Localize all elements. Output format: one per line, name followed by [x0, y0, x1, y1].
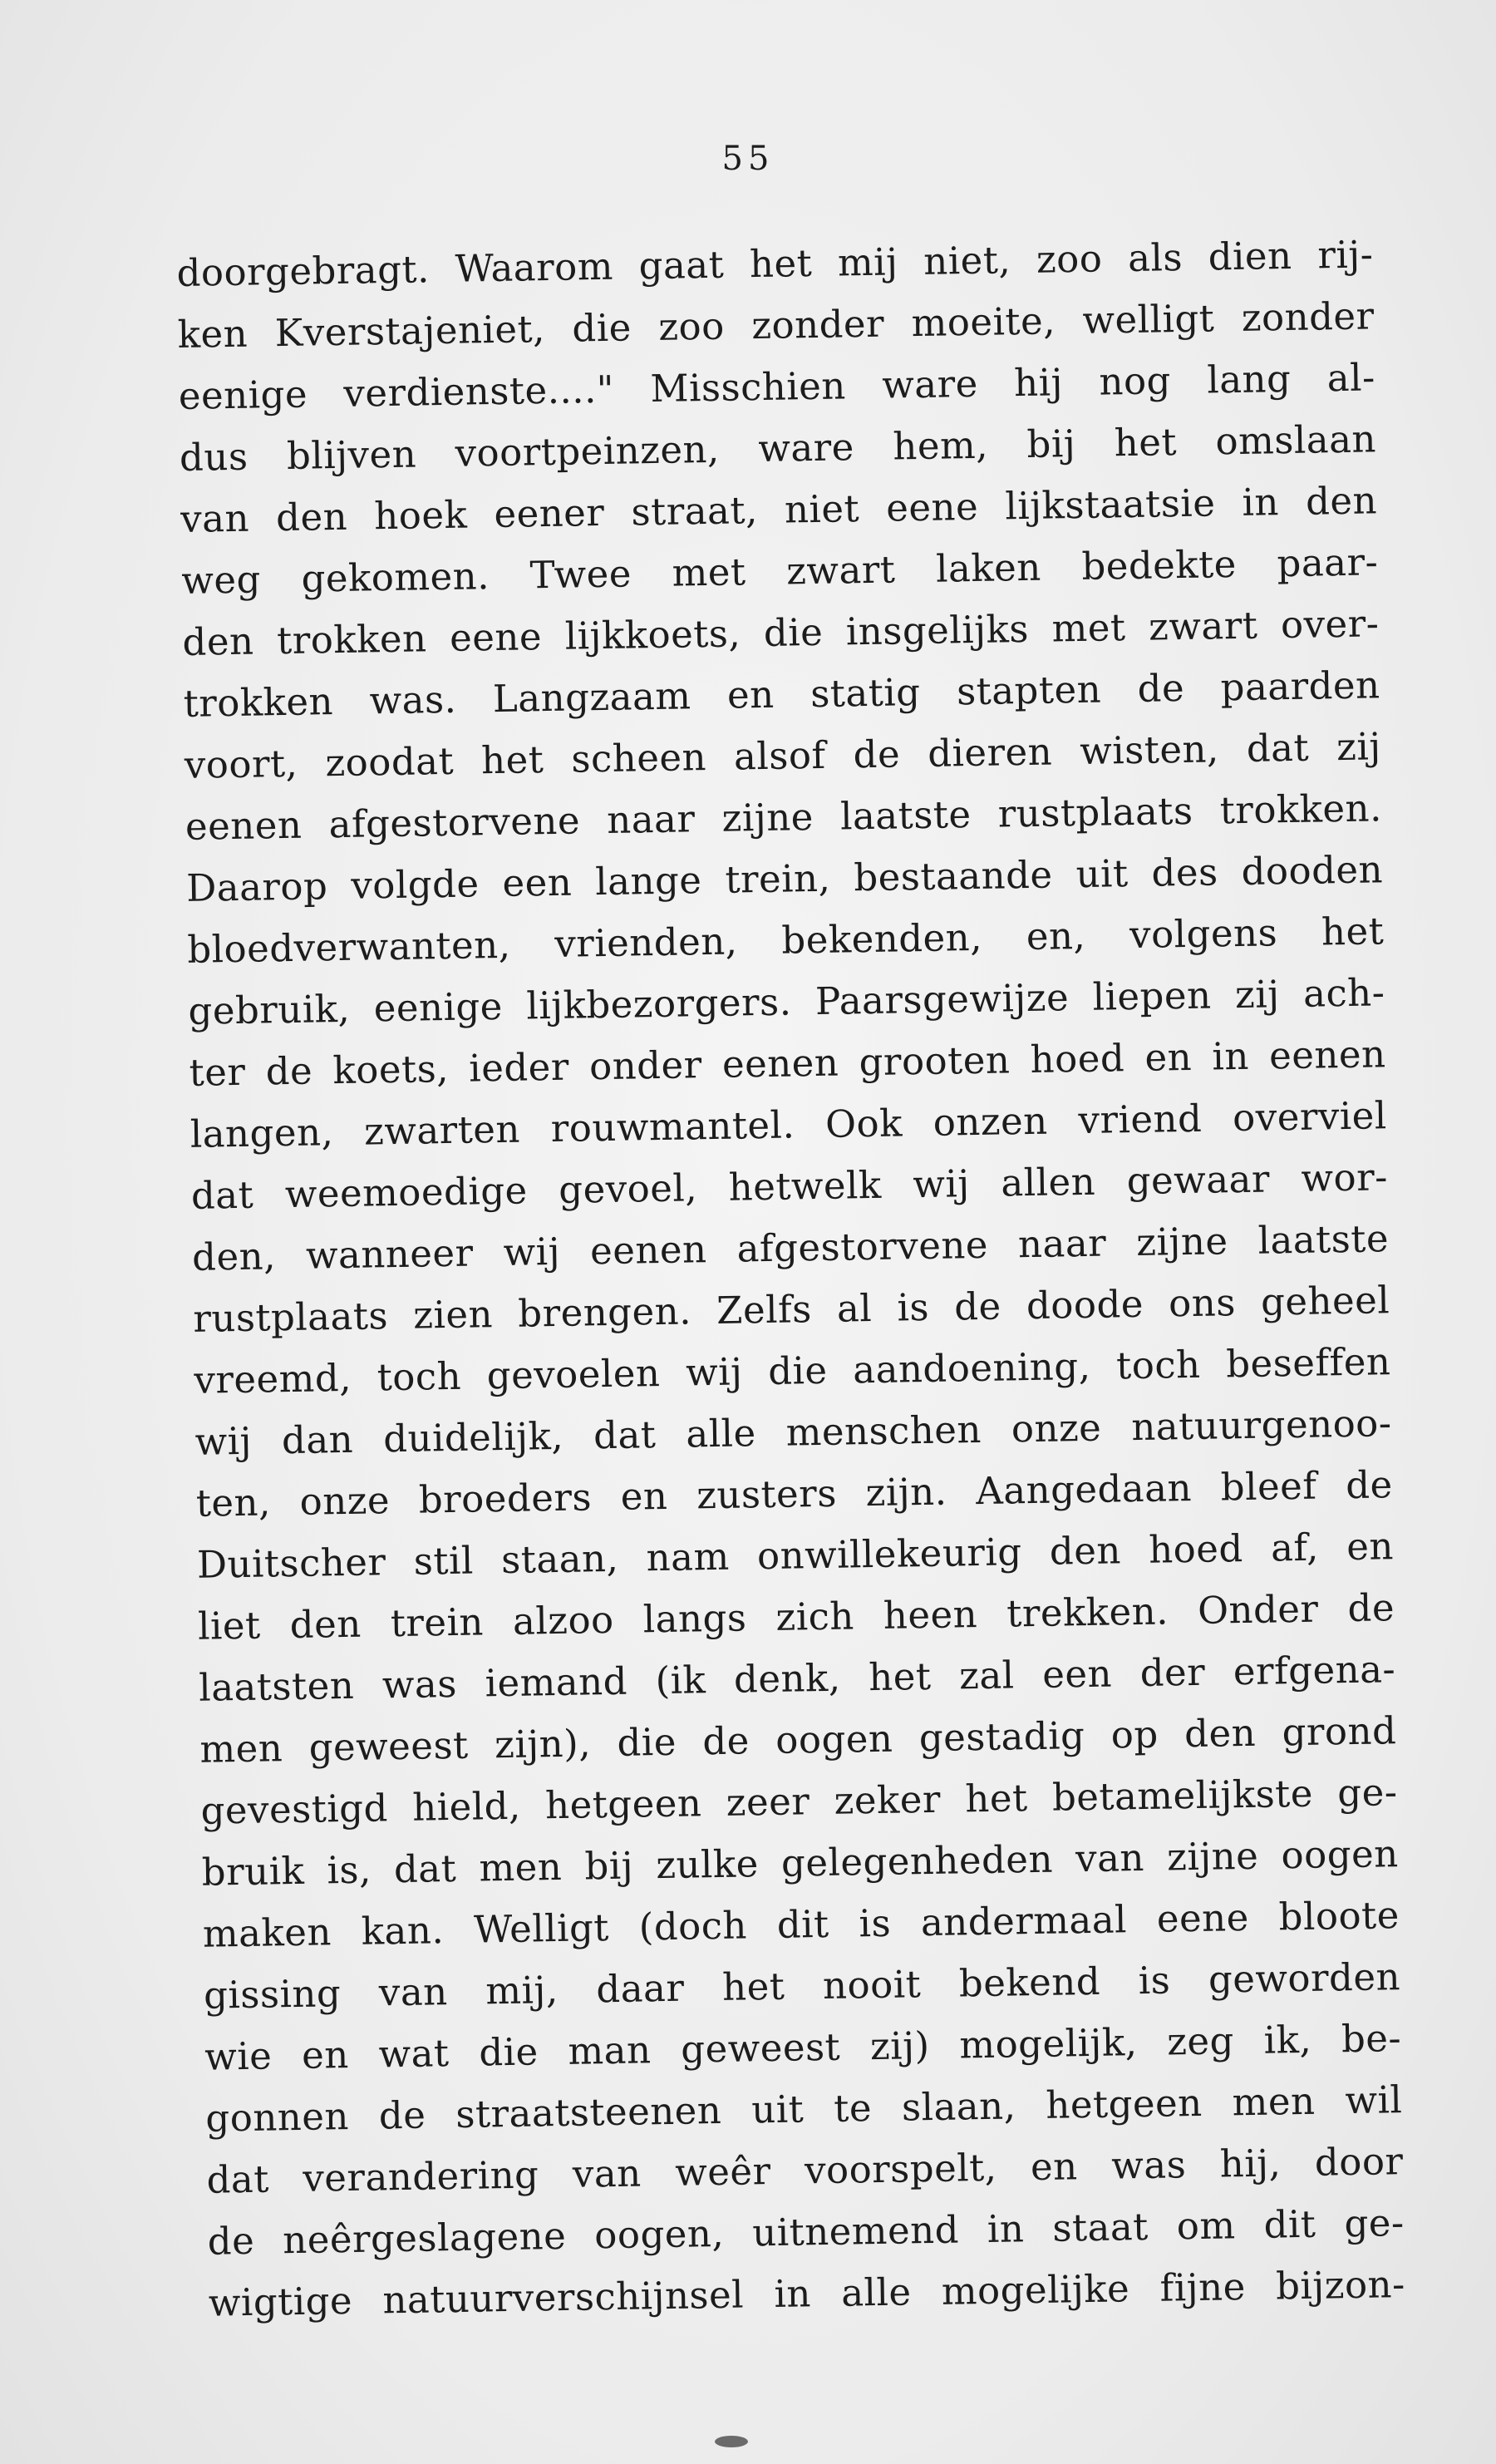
text-line: wie en wat die man geweest zij) mogelijk, zeg ik, be-: [204, 2016, 1402, 2079]
text-line: dat verandering van weêr voorspelt, en was hij, door: [206, 2139, 1404, 2202]
text-line: men geweest zijn), die de oogen gestadig op den grond: [199, 1708, 1397, 1772]
text-line: gonnen de straatsteenen uit te slaan, hetgeen men wil: [205, 2077, 1403, 2141]
text-line: Duitscher stil staan, nam onwillekeurig den hoed af, en: [196, 1524, 1395, 1587]
text-line: ten, onze broeders en zusters zijn. Aangedaan bleef de: [195, 1462, 1394, 1525]
text-line: den, wanneer wij eenen afgestorvene naar zijne laatste: [191, 1216, 1390, 1279]
text-line: ter de koets, ieder onder eenen grooten hoed en in eenen: [189, 1032, 1386, 1095]
page-number: 55: [721, 140, 775, 178]
body-text: [176, 224, 1405, 2333]
text-line: bloedverwanten, vrienden, bekenden, en, volgens het: [186, 909, 1385, 972]
text-line: wigtige natuurverschijnsel in alle mogelijke fijne bijzon-: [208, 2262, 1406, 2325]
text-line: langen, zwarten rouwmantel. Ook onzen vriend overviel: [189, 1093, 1388, 1156]
text-line: Daarop volgde een lange trein, bestaande uit des dooden: [185, 847, 1384, 910]
text-line: eenige verdienste...." Misschien ware hij nog lang al-: [178, 355, 1376, 418]
text-line: voort, zoodat het scheen alsof de dieren wisten, dat zij: [184, 724, 1382, 787]
text-line: rustplaats zien brengen. Zelfs al is de doode ons geheel: [192, 1278, 1390, 1341]
text-line: trokken was. Langzaam en statig stapten de paarden: [183, 663, 1380, 726]
text-line: gissing van mij, daar het nooit bekend is geworden: [203, 1954, 1401, 2018]
text-line: den trokken eene lijkkoets, die insgelijks met zwart over-: [182, 601, 1380, 664]
text-line: dat weemoedige gevoel, hetwelk wij allen gewaar wor-: [190, 1155, 1389, 1218]
text-line: ken Kverstajeniet, die zoo zonder moeite, welligt zonder: [177, 293, 1375, 357]
text-line: bruik is, dat men bij zulke gelegenheden van zijne oogen: [201, 1831, 1400, 1895]
text-line: doorgebragt. Waarom gaat het mij niet, zoo als dien rij-: [176, 232, 1374, 295]
text-line: van den hoek eener straat, niet eene lijkstaatsie in den: [180, 478, 1378, 541]
text-line: maken kan. Welligt (doch dit is andermaal eene bloote: [202, 1893, 1400, 1956]
text-line: weg gekomen. Twee met zwart laken bedekte paar-: [180, 540, 1379, 603]
text-line: vreemd, toch gevoelen wij die aandoening, toch beseffen: [194, 1339, 1391, 1402]
text-line: eenen afgestorvene naar zijne laatste rustplaats trokken.: [185, 786, 1383, 849]
text-line: wij dan duidelijk, dat alle menschen onze natuurgenoo-: [194, 1401, 1392, 1464]
text-line: gevestigd hield, hetgeen zeer zeker het betamelijkste ge-: [200, 1770, 1398, 1833]
text-line: de neêrgeslagene oogen, uitnemend in staat om dit ge-: [207, 2200, 1405, 2264]
text-line: gebruik, eenige lijkbezorgers. Paarsgewijze liepen zij ach-: [188, 970, 1385, 1033]
text-line: dus blijven voortpeinzen, ware hem, bij het omslaan: [179, 416, 1377, 480]
text-line: laatsten was iemand (ik denk, het zal een der erfgena-: [198, 1647, 1396, 1710]
ink-smudge: [715, 2436, 748, 2447]
text-line: liet den trein alzoo langs zich heen trekken. Onder de: [197, 1585, 1395, 1648]
